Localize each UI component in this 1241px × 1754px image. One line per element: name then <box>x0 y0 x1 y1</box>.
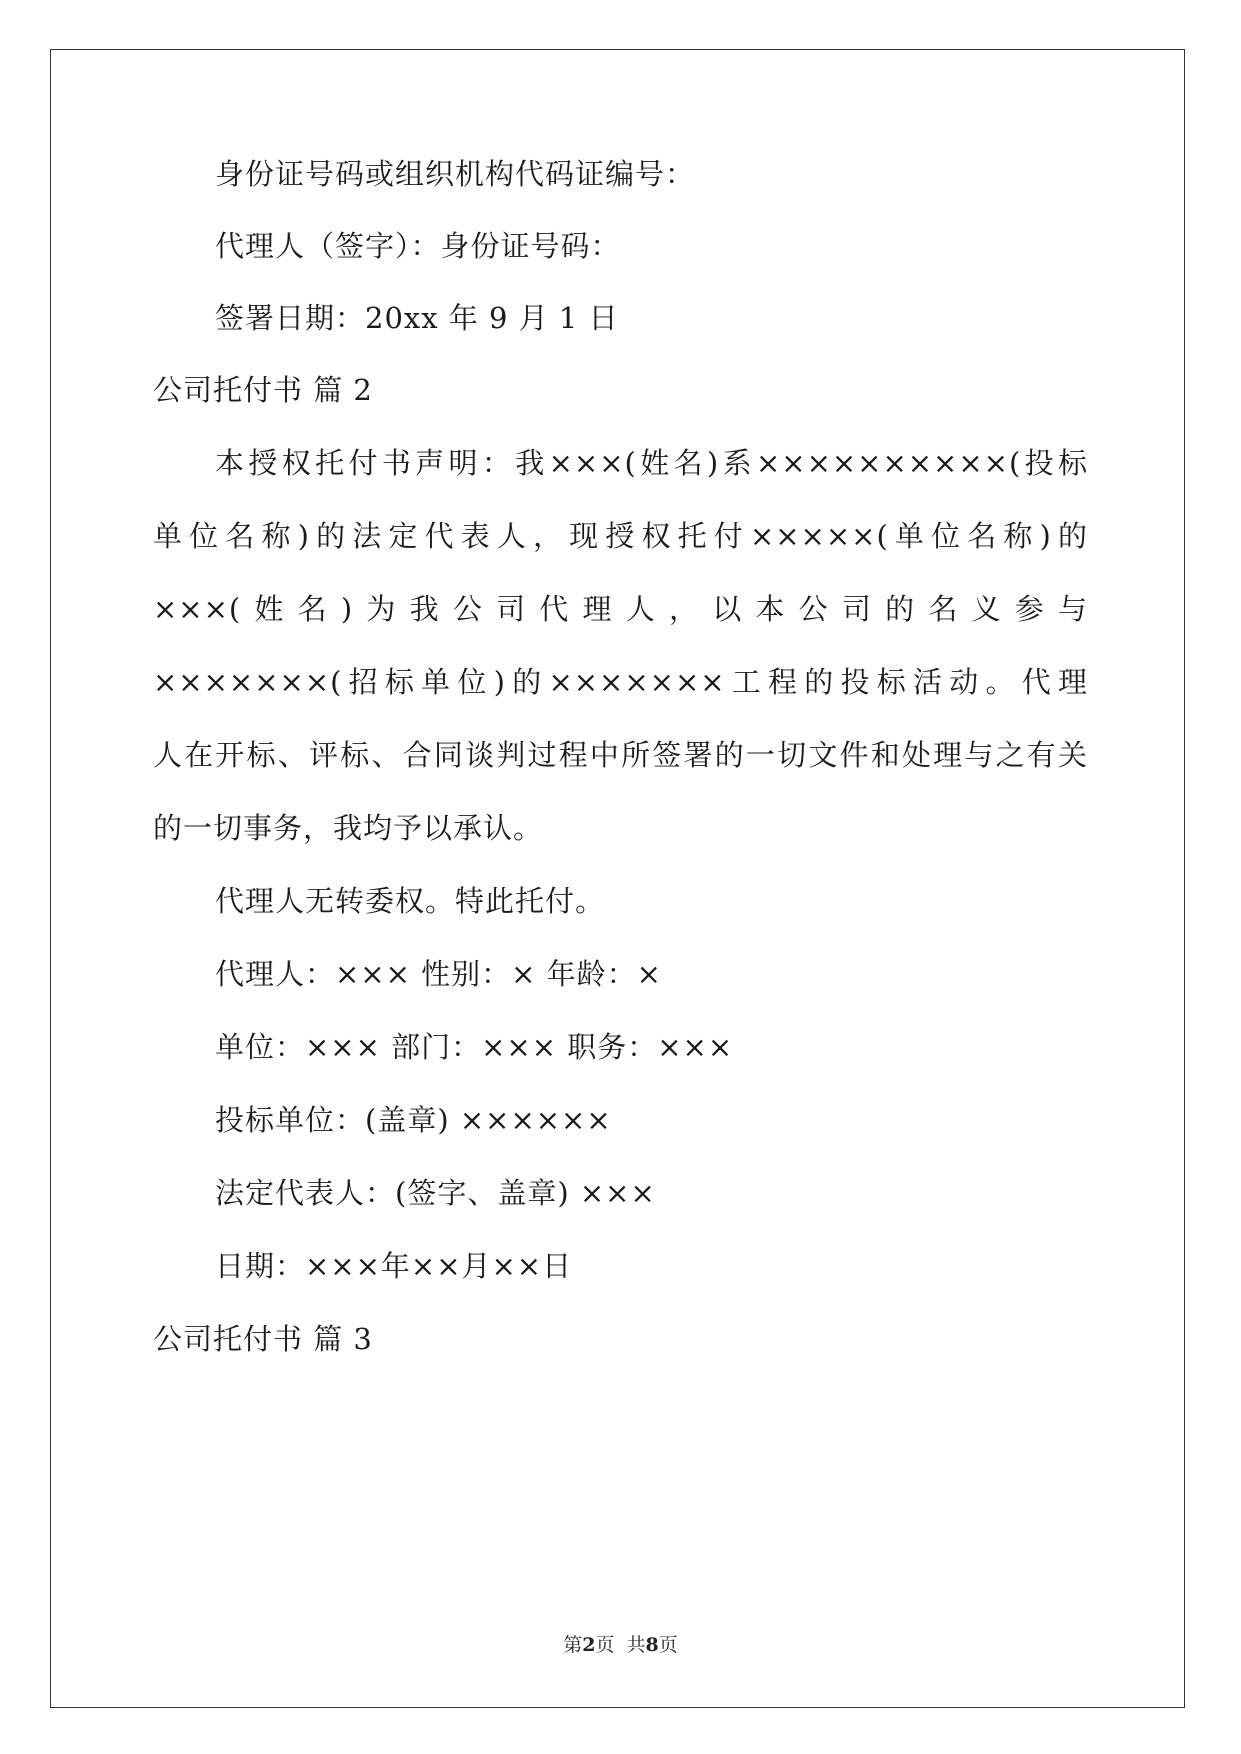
total-page-number: 8 <box>645 1634 659 1656</box>
paragraph-line: 单位名称)的法定代表人，现授权托付×××××(单位名称)的 <box>153 519 1088 553</box>
footer-prefix: 第 <box>563 1634 583 1656</box>
section-heading-2: 公司托付书 篇 2 <box>153 373 373 407</box>
paragraph-line: ×××××××(招标单位)的×××××××工程的投标活动。代理 <box>153 665 1088 699</box>
unit-info-line: 单位：××× 部门：××× 职务：××× <box>215 1030 734 1064</box>
agent-info-line: 代理人：××× 性别：× 年龄：× <box>215 957 662 991</box>
legal-rep-line: 法定代表人：(签字、盖章) ××× <box>215 1176 656 1210</box>
section-heading-3: 公司托付书 篇 3 <box>153 1322 373 1356</box>
bidder-stamp-line: 投标单位：(盖章) ×××××× <box>215 1103 612 1137</box>
id-number-line: 身份证号码或组织机构代码证编号： <box>215 157 696 191</box>
no-subdelegation-line: 代理人无转委权。特此托付。 <box>215 884 606 918</box>
signing-date-line: 签署日期：20xx 年 9 月 1 日 <box>215 301 619 335</box>
paragraph-line: ×××(姓名)为我公司代理人，以本公司的名义参与 <box>153 592 1088 626</box>
page-footer <box>0 1630 1241 1657</box>
paragraph-line: 的一切事务，我均予以承认。 <box>153 811 544 845</box>
paragraph-line: 本授权托付书声明：我×××(姓名)系××××××××××(投标 <box>215 446 1088 480</box>
current-page-number: 2 <box>582 1634 596 1656</box>
date-line: 日期：×××年××月××日 <box>215 1249 573 1283</box>
agent-signature-line: 代理人（签字）：身份证号码： <box>215 229 621 263</box>
footer-suffix: 页 <box>658 1634 678 1656</box>
footer-middle: 页 共 <box>595 1634 646 1656</box>
paragraph-line: 人在开标、评标、合同谈判过程中所签署的一切文件和处理与之有关 <box>153 738 1088 772</box>
